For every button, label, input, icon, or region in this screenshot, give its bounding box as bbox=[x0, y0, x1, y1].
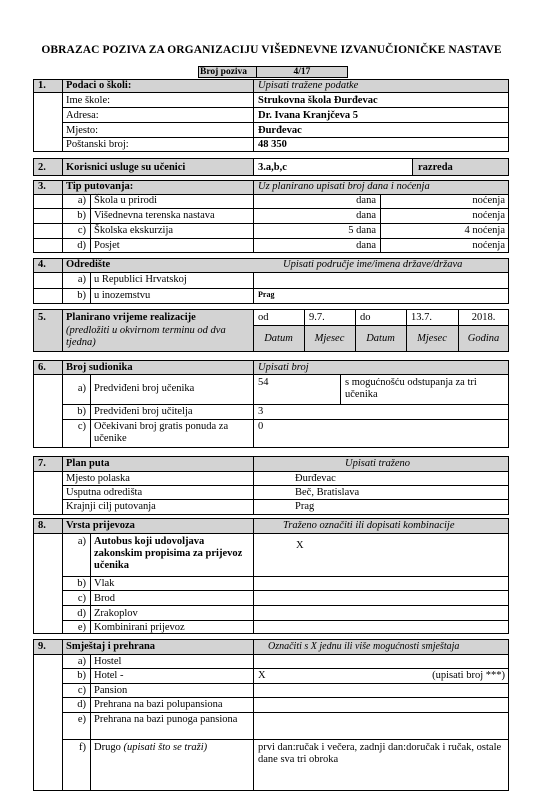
accommodation-label: Hotel - bbox=[94, 670, 124, 681]
hotel-stars-note[interactable]: (upisati broj ***) bbox=[432, 670, 505, 681]
route-label: Usputna odredišta bbox=[66, 487, 143, 498]
other-label-hint: (upisati što se traži) bbox=[123, 742, 208, 753]
destination-abroad-value[interactable]: Prag bbox=[258, 290, 275, 299]
date-to-day[interactable]: 13.7. bbox=[411, 312, 432, 323]
accommodation-letter: d) bbox=[77, 699, 86, 710]
section-9-number: 9. bbox=[38, 641, 46, 652]
postal-code-label: Poštanski broj: bbox=[66, 139, 129, 150]
trip-days[interactable]: dana bbox=[356, 195, 376, 206]
section-5-subheading: (predložiti u okvirnom terminu od dva tjedna) bbox=[66, 325, 226, 348]
accommodation-letter: f) bbox=[79, 742, 86, 753]
section-4-number: 4. bbox=[38, 259, 46, 270]
participant-letter: c) bbox=[77, 421, 86, 432]
route-departure-value[interactable]: Đurđevac bbox=[295, 473, 336, 484]
trip-days[interactable]: 5 dana bbox=[348, 225, 376, 236]
trip-nights[interactable]: 4 noćenja bbox=[464, 225, 505, 236]
destination-letter: a) bbox=[77, 274, 86, 285]
accommodation-label-other bbox=[94, 742, 207, 754]
other-label: Drugo bbox=[94, 742, 121, 753]
teachers-count[interactable]: 3 bbox=[258, 406, 264, 417]
transport-label: Autobus koji udovoljava zakonskim propisima za prijevoz učenika bbox=[94, 536, 243, 571]
trip-type-letter: d) bbox=[77, 240, 86, 251]
trip-type-label: Škola u prirodi bbox=[94, 195, 157, 206]
trip-type-letter: b) bbox=[77, 210, 86, 221]
transport-label: Zrakoplov bbox=[94, 608, 138, 619]
students-count[interactable]: 54 bbox=[258, 377, 269, 388]
column-label-mjesec: Mjesec bbox=[314, 333, 345, 344]
destination-label: u inozemstvu bbox=[94, 290, 151, 301]
section-6-number: 6. bbox=[38, 362, 46, 373]
section-3-number: 3. bbox=[38, 181, 46, 192]
date-from-label: od bbox=[258, 312, 269, 323]
meals-other-value[interactable]: prvi dan:ručak i večera, zadnji dan:doručak i ručak, ostale dane sva tri obroka bbox=[258, 742, 502, 765]
route-stops-value[interactable]: Beč, Bratislava bbox=[295, 487, 360, 498]
destination-label: u Republici Hrvatskoj bbox=[94, 274, 187, 285]
route-label: Krajnji cilj putovanja bbox=[66, 501, 156, 512]
trip-type-label: Višednevna terenska nastava bbox=[94, 210, 215, 221]
section-1-heading: Podaci o školi: bbox=[66, 80, 132, 91]
section-5-number: 5. bbox=[38, 312, 46, 323]
section-4-heading: Odredište bbox=[66, 259, 111, 270]
accommodation-letter: b) bbox=[77, 670, 86, 681]
school-city-label: Mjesto: bbox=[66, 125, 99, 136]
accommodation-label: Pansion bbox=[94, 685, 128, 696]
trip-days[interactable]: dana bbox=[356, 210, 376, 221]
section-9-heading: Smještaj i prehrana bbox=[66, 641, 156, 652]
destination-letter: b) bbox=[77, 290, 86, 301]
postal-code-value[interactable]: 48 350 bbox=[258, 139, 287, 150]
section-4-hint: Upisati područje ime/imena države/država bbox=[283, 259, 463, 270]
trip-days[interactable]: dana bbox=[356, 240, 376, 251]
transport-label: Kombinirani prijevoz bbox=[94, 622, 185, 633]
column-label-datum: Datum bbox=[264, 333, 293, 344]
accommodation-letter: c) bbox=[77, 685, 86, 696]
section-8-number: 8. bbox=[38, 520, 46, 531]
participant-letter: a) bbox=[77, 383, 86, 394]
section-3-hint: Uz planirano upisati broj dana i noćenja bbox=[258, 181, 430, 192]
column-label-datum: Datum bbox=[366, 333, 395, 344]
transport-letter: e) bbox=[77, 622, 86, 633]
trip-type-label: Posjet bbox=[94, 240, 120, 251]
form-title: OBRAZAC POZIVA ZA ORGANIZACIJU VIŠEDNEVNE IZVANUČIONIČKE NASTAVE bbox=[41, 44, 502, 56]
section-6-heading: Broj sudionika bbox=[66, 362, 133, 373]
trip-type-label: Školska ekskurzija bbox=[94, 225, 174, 236]
transport-label: Brod bbox=[94, 593, 115, 604]
section-2-heading: Korisnici usluge su učenici bbox=[66, 162, 186, 173]
section-7-number: 7. bbox=[38, 458, 46, 469]
school-city-value[interactable]: Đurđevac bbox=[258, 125, 302, 136]
date-from-day[interactable]: 9.7. bbox=[309, 312, 325, 323]
transport-bus-mark[interactable]: X bbox=[296, 540, 304, 551]
broj-poziva-value: 4/17 bbox=[293, 67, 311, 77]
trip-type-letter: c) bbox=[77, 225, 86, 236]
date-year[interactable]: 2018. bbox=[471, 312, 496, 323]
participant-label: Predviđeni broj učenika bbox=[94, 383, 195, 394]
route-final-value[interactable]: Prag bbox=[295, 501, 315, 512]
section-5-heading: Planirano vrijeme realizacije bbox=[66, 312, 196, 323]
trip-type-letter: a) bbox=[77, 195, 86, 206]
column-label-godina: Godina bbox=[467, 333, 500, 344]
broj-poziva-label: Broj poziva bbox=[200, 67, 248, 77]
route-label: Mjesto polaska bbox=[66, 473, 130, 484]
section-7-heading: Plan puta bbox=[66, 458, 110, 469]
section-9-hint: Označiti s X jednu ili više mogućnosti smještaja bbox=[268, 641, 460, 652]
school-address-value[interactable]: Dr. Ivana Kranjčeva 5 bbox=[258, 110, 358, 121]
accommodation-label: Prehrana na bazi punoga pansiona bbox=[94, 714, 238, 725]
school-name-value[interactable]: Strukovna škola Đurđevac bbox=[258, 95, 378, 106]
accommodation-label: Prehrana na bazi polupansiona bbox=[94, 699, 223, 710]
students-count-note[interactable]: s mogućnošću odstupanja za tri učenika bbox=[345, 377, 477, 400]
accommodation-letter: e) bbox=[77, 714, 86, 725]
transport-letter: b) bbox=[77, 578, 86, 589]
section-3-heading: Tip putovanja: bbox=[66, 181, 134, 192]
section-1-number: 1. bbox=[38, 80, 46, 91]
participant-label: Očekivani broj gratis ponuda za učenike bbox=[94, 421, 229, 444]
section-7-hint: Upisati traženo bbox=[345, 458, 411, 469]
section-8-hint: Traženo označiti ili dopisati kombinacije bbox=[283, 520, 455, 531]
transport-letter: d) bbox=[77, 608, 86, 619]
date-to-label: do bbox=[360, 312, 371, 323]
participant-label: Predviđeni broj učitelja bbox=[94, 406, 193, 417]
transport-label: Vlak bbox=[94, 578, 115, 589]
section-1-hint: Upisati tražene podatke bbox=[258, 80, 359, 91]
participant-letter: b) bbox=[77, 406, 86, 417]
hotel-mark[interactable]: X bbox=[258, 670, 266, 681]
school-name-label: Ime škole: bbox=[66, 95, 111, 106]
school-address-label: Adresa: bbox=[66, 110, 99, 121]
section-2-number: 2. bbox=[38, 162, 46, 173]
column-label-mjesec: Mjesec bbox=[417, 333, 447, 344]
trip-nights[interactable]: noćenja bbox=[472, 195, 505, 206]
section-6-hint: Upisati broj bbox=[258, 362, 309, 373]
section-8-heading: Vrsta prijevoza bbox=[66, 520, 135, 531]
accommodation-label: Hostel bbox=[94, 656, 122, 667]
transport-letter: c) bbox=[77, 593, 86, 604]
trip-nights[interactable]: noćenja bbox=[472, 210, 505, 221]
transport-letter: a) bbox=[77, 536, 86, 547]
accommodation-letter: a) bbox=[77, 656, 86, 667]
gratis-count[interactable]: 0 bbox=[258, 421, 264, 432]
classes-suffix: razreda bbox=[418, 162, 453, 173]
trip-nights[interactable]: noćenja bbox=[472, 240, 505, 251]
students-classes-value[interactable]: 3.a,b,c bbox=[258, 162, 287, 173]
